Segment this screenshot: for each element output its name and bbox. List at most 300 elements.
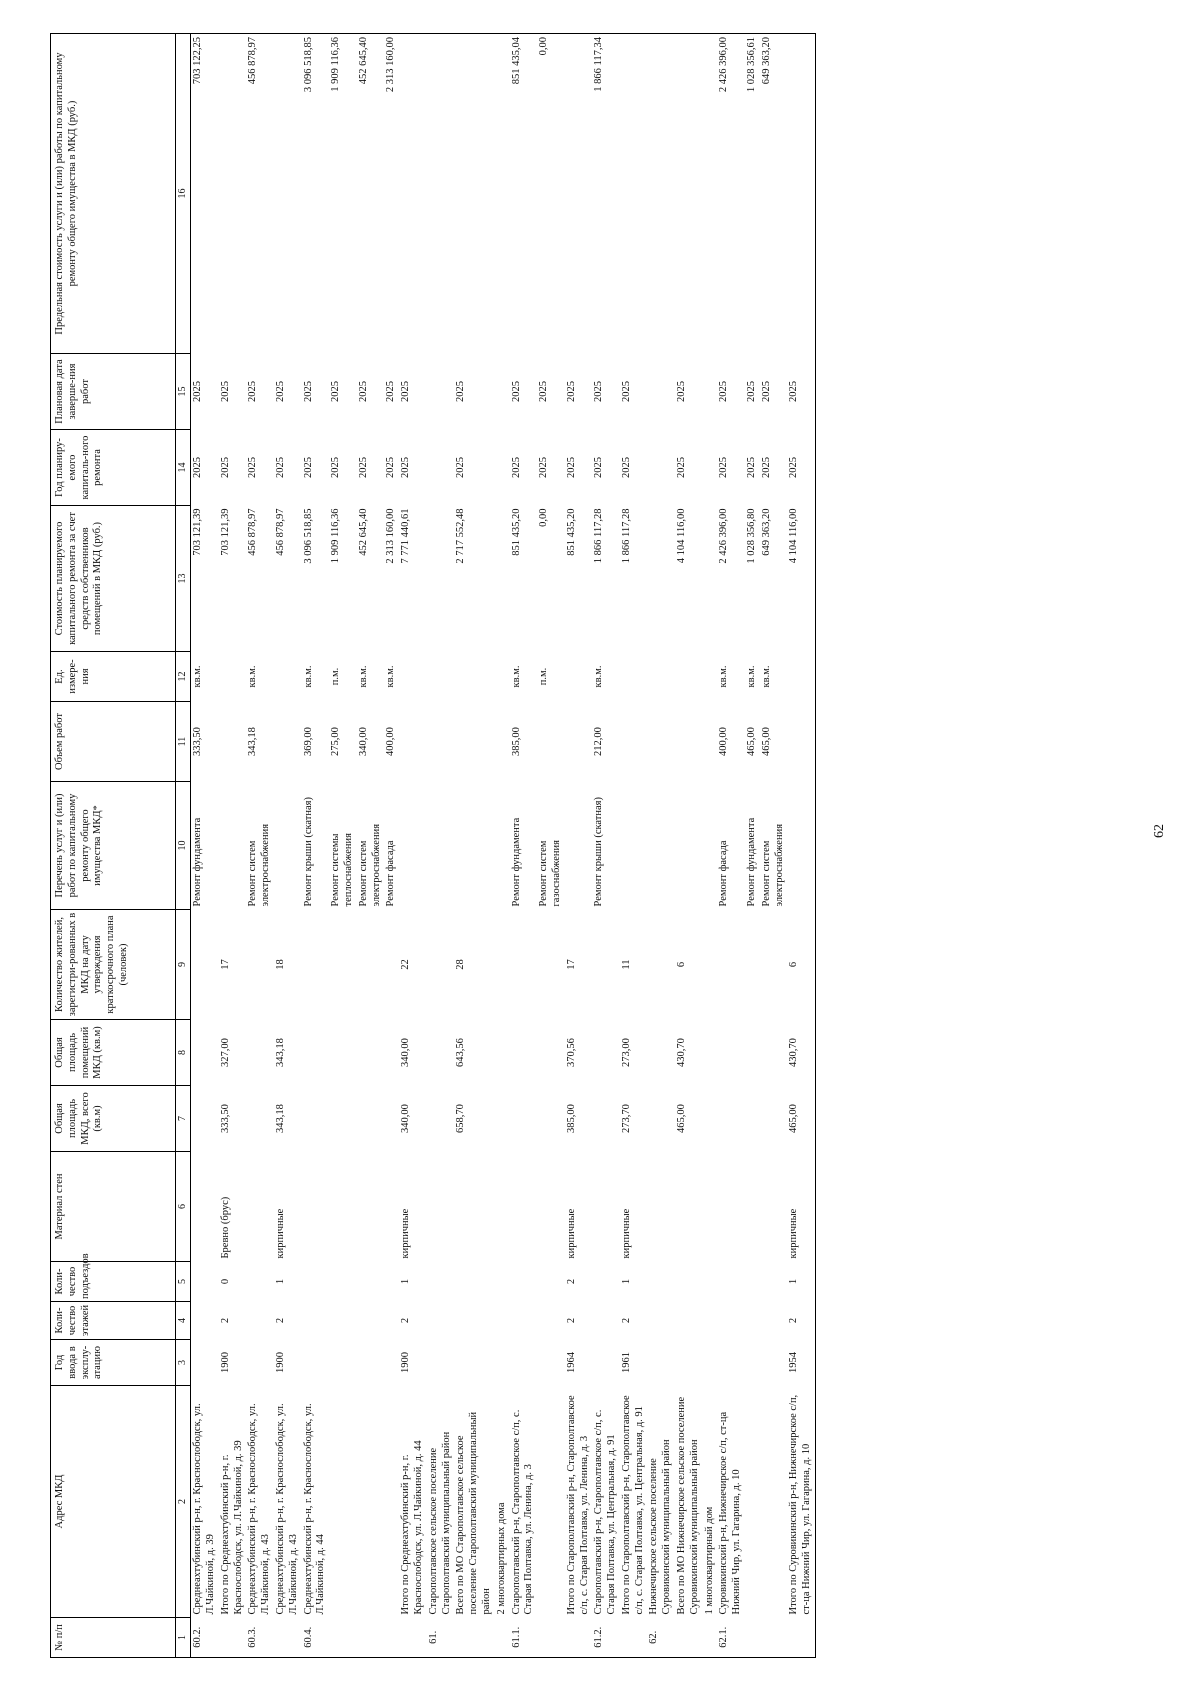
table-row (246, 34, 274, 1658)
table-cell: Старополтавский р-н, Старополтавское с/п, с. Старая Полтавка, ул. Ленина, д. 3 (510, 1409, 535, 1615)
table-cell (592, 1302, 620, 1340)
table-cell: 1900 (274, 1352, 286, 1373)
table-cell: 2025 (746, 381, 758, 402)
table-cell (191, 1086, 219, 1152)
table-cell (329, 1152, 357, 1262)
table-cell (703, 1262, 718, 1302)
table-cell (274, 652, 302, 702)
table-cell (357, 1618, 385, 1658)
table-cell (703, 652, 718, 702)
table-cell: кирпичные (787, 1152, 815, 1262)
table-cell: 6 (676, 961, 688, 968)
column-header-2: Адрес МКД (51, 1386, 176, 1618)
column-number-3: 3 (176, 1340, 191, 1386)
table-cell (495, 910, 510, 1020)
table-cell: Ремонт систем электроснабжения (357, 823, 382, 907)
column-number-13: 13 (176, 506, 191, 652)
table-cell (495, 702, 510, 782)
table-cell (399, 34, 427, 354)
table-cell (537, 910, 565, 1020)
table-cell: Нижнечирское сельское поселение Суровикинский муниципальный район (648, 1439, 673, 1615)
table-cell (384, 910, 399, 1020)
table-cell (675, 1618, 703, 1658)
table-cell (647, 782, 675, 910)
table-row (427, 34, 455, 1658)
table-cell (495, 506, 510, 652)
table-cell (717, 1020, 745, 1086)
table-cell: 2025 (302, 457, 314, 478)
table-cell (384, 1262, 399, 1302)
table-cell (620, 702, 648, 782)
table-cell (427, 1262, 455, 1302)
table-cell (495, 1262, 510, 1302)
table-row (592, 34, 620, 1658)
table-cell: кв.м. (510, 665, 522, 688)
table-cell (647, 1262, 675, 1302)
table-row (745, 34, 760, 1658)
table-cell (219, 34, 247, 354)
table-cell: Ремонт систем электроснабжения (247, 823, 272, 907)
table-cell (302, 910, 330, 1020)
table-cell (537, 1618, 565, 1658)
table-cell: 60.2. (191, 1618, 219, 1658)
column-header-14: Год планиру-емого капиталь-ного ремонта (51, 430, 176, 506)
table-cell: Ремонт системы теплоснабжения (330, 833, 354, 907)
column-number-11: 11 (176, 702, 191, 782)
table-cell (510, 1086, 538, 1152)
table-cell: 343,18 (247, 727, 259, 756)
table-body (191, 34, 816, 1658)
table-row (399, 34, 427, 1658)
table-cell (427, 354, 455, 430)
table-cell (357, 1086, 385, 1152)
table-cell: 369,00 (302, 727, 314, 756)
table-cell: Всего по МО Нижнечирское сельское поселение Суровикинский муниципальный район (676, 1396, 700, 1615)
table-cell (399, 652, 427, 702)
table-cell: 60.4. (302, 1618, 330, 1658)
table-cell (647, 1302, 675, 1340)
table-cell (703, 910, 718, 1020)
table-cell (427, 430, 455, 506)
table-cell: 2 (219, 1317, 231, 1324)
table-cell (675, 782, 703, 910)
table-cell: 1 (620, 1278, 632, 1285)
table-row (675, 34, 703, 1658)
table-cell (675, 702, 703, 782)
table-cell: 2025 (538, 457, 550, 478)
table-cell: 456 878,97 (247, 508, 259, 556)
table-cell (357, 1302, 385, 1340)
table-cell (510, 910, 538, 1020)
table-cell (329, 1386, 357, 1618)
table-cell (384, 1302, 399, 1340)
table-row (537, 34, 565, 1658)
table-cell: 2025 (787, 430, 815, 506)
table-cell (191, 1262, 219, 1302)
table-cell: кв.м. (593, 665, 605, 688)
table-cell: 456 878,97 (246, 34, 274, 354)
table-cell: 2025 (565, 381, 577, 402)
table-cell (703, 430, 718, 506)
column-header-8: Общая площадь помещений МКД (кв.м) (51, 1020, 176, 1086)
table-cell (246, 1262, 274, 1302)
table-cell: 2 (565, 1317, 577, 1324)
table-cell: 465,00 (746, 727, 758, 756)
column-number-1: 1 (176, 1618, 191, 1658)
table-cell (246, 1086, 274, 1152)
table-cell (427, 782, 455, 910)
table-row (495, 34, 510, 1658)
table-cell: 2 (274, 1317, 286, 1324)
table-cell: кв.м. (247, 665, 259, 688)
table-cell: 658,70 (455, 1104, 467, 1133)
table-cell: 2025 (538, 381, 550, 402)
table-cell: 327,00 (219, 1038, 231, 1067)
table-cell: 61.1. (510, 1618, 538, 1658)
table-cell: 2025 (357, 381, 369, 402)
table-cell (246, 1340, 274, 1386)
column-header-4: Коли-чество этажей (51, 1302, 176, 1340)
table-cell (620, 34, 648, 354)
table-cell (191, 1340, 219, 1386)
table-cell: 2 (565, 1278, 577, 1285)
table-cell (592, 1086, 620, 1152)
table-cell (717, 1086, 745, 1152)
table-cell (647, 34, 675, 354)
table-cell: 2025 (510, 457, 522, 478)
table-cell (717, 1302, 745, 1340)
table-cell: 3 096 518,85 (302, 508, 314, 564)
table-cell (592, 1152, 620, 1262)
table-cell: 2 426 396,00 (718, 508, 730, 564)
table-cell: Среднеахтубинский р-н, г. Краснослободск, ул. Л.Чайкиной, д. 44 (302, 1403, 327, 1615)
table-cell: Среднеахтубинский р-н, г. Краснослободск, ул. Л.Чайкиной, д. 39 (192, 1403, 216, 1615)
table-cell: 2025 (760, 381, 772, 402)
table-cell: 273,00 (620, 1038, 632, 1067)
table-cell (427, 1152, 455, 1262)
table-cell (329, 1020, 357, 1086)
table-cell: 2025 (565, 457, 577, 478)
table-cell: 2025 (400, 457, 412, 478)
table-cell (427, 1086, 455, 1152)
column-number-5: 5 (176, 1262, 191, 1302)
table-row (219, 34, 247, 1658)
table-cell (787, 34, 815, 354)
table-cell (495, 1618, 510, 1658)
table-cell (745, 910, 760, 1020)
table-cell (565, 34, 593, 354)
table-cell (302, 1302, 330, 1340)
table-cell (717, 1262, 745, 1302)
table-cell: п.м. (538, 667, 550, 686)
table-cell: кв.м. (357, 665, 369, 688)
column-number-12: 12 (176, 652, 191, 702)
table-cell (191, 1020, 219, 1086)
table-row (620, 34, 648, 1658)
column-number-6: 6 (176, 1152, 191, 1262)
table-cell: 2025 (620, 457, 632, 478)
table-cell: кв.м. (192, 665, 204, 688)
table-cell: 340,00 (400, 1104, 412, 1133)
table-cell: Ремонт крыши (скатная) (302, 796, 314, 907)
table-cell: 703 122,25 (191, 34, 219, 354)
table-row (510, 34, 538, 1658)
table-cell (219, 652, 247, 702)
table-cell (647, 1152, 675, 1262)
table-cell (647, 1020, 675, 1086)
table-cell: кв.м. (385, 665, 397, 688)
table-cell (717, 910, 745, 1020)
table-cell: кв.м. (760, 665, 772, 688)
table-cell (510, 1262, 538, 1302)
table-cell (745, 1152, 760, 1262)
header-row (51, 34, 176, 1658)
table-cell: кирпичные (400, 1208, 412, 1259)
table-cell (495, 34, 510, 354)
table-cell: 2025 (385, 381, 397, 402)
table-cell (537, 1302, 565, 1340)
column-header-1: № п/п (51, 1618, 176, 1658)
column-header-15: Плановая дата заверше-ния работ (51, 354, 176, 430)
table-cell (537, 1340, 565, 1386)
table-cell: 1 (400, 1278, 412, 1285)
table-cell: 333,50 (219, 1104, 231, 1133)
table-cell (787, 652, 815, 702)
table-cell (274, 34, 302, 354)
table-cell: 2025 (676, 457, 688, 478)
table-cell: п.м. (330, 667, 342, 686)
table-row (357, 34, 385, 1658)
table-cell: Итого по Старополтавский р-н, Старополтавское с/п, с. Старая Полтавка, ул. Ленина, д. 3 (565, 1395, 590, 1615)
table-cell (427, 1302, 455, 1340)
table-cell (399, 702, 427, 782)
table-cell (329, 1302, 357, 1340)
table-cell (427, 1340, 455, 1386)
table-cell (454, 782, 494, 910)
table-cell: 2 (400, 1317, 412, 1324)
table-cell: 703 121,39 (192, 508, 204, 556)
table-cell (620, 652, 648, 702)
table-cell: 0,00 (538, 508, 550, 527)
table-cell (703, 702, 718, 782)
table-cell (191, 910, 219, 1020)
table-cell (565, 702, 593, 782)
table-cell (384, 1340, 399, 1386)
column-header-16: Предельная стоимость услуги и (или) работы по капитальному ремонту общего имущества в МКД (руб.) (51, 34, 176, 354)
table-cell (454, 702, 494, 782)
table-cell (246, 1020, 274, 1086)
table-cell (427, 702, 455, 782)
column-header-9: Количество жителей, зарегистри-рованных в МКД на дату утверждения краткосрочного плана (человек) (51, 910, 176, 1020)
table-cell: 1 (787, 1262, 815, 1302)
table-cell: 275,00 (330, 727, 342, 756)
table-cell: 430,70 (787, 1020, 815, 1086)
column-number-7: 7 (176, 1086, 191, 1152)
table-cell (510, 1302, 538, 1340)
table-cell (274, 782, 302, 910)
table-cell: 2025 (455, 457, 467, 478)
table-cell (647, 430, 675, 506)
table-cell (760, 1262, 788, 1302)
table-cell: 2025 (746, 457, 758, 478)
table-cell (675, 652, 703, 702)
table-cell (357, 1152, 385, 1262)
table-cell (760, 1618, 788, 1658)
table-cell: 1 028 356,61 (745, 34, 760, 354)
table-cell: 430,70 (676, 1038, 688, 1067)
table-cell (454, 1152, 494, 1262)
table-row (703, 34, 718, 1658)
table-cell (537, 1386, 565, 1618)
table-cell: 2025 (219, 457, 231, 478)
table-cell (717, 1152, 745, 1262)
table-cell: 6 (787, 910, 815, 1020)
page-number: 62 (1152, 824, 1167, 838)
table-cell (454, 1340, 494, 1386)
table-cell (760, 1386, 788, 1618)
table-cell (675, 1152, 703, 1262)
column-header-10: Перечень услуг и (или) работ по капитальному ремонту общего имущества МКД* (51, 782, 176, 910)
table-cell (454, 652, 494, 702)
table-cell (745, 1386, 760, 1618)
table-cell (537, 1152, 565, 1262)
table-cell (647, 506, 675, 652)
table-cell: 340,00 (400, 1038, 412, 1067)
rotated-page (50, 34, 1167, 1658)
table-cell: 1964 (565, 1352, 577, 1373)
table-cell (191, 1302, 219, 1340)
table-cell: 343,18 (274, 1104, 286, 1133)
table-cell (760, 1086, 788, 1152)
table-cell: 465,00 (676, 1104, 688, 1133)
table-cell (384, 1086, 399, 1152)
table-cell: Среднеахтубинский р-н, г. Краснослободск, ул. Л.Чайкиной, д. 43 (274, 1403, 299, 1615)
table-cell: 62. (647, 1618, 675, 1658)
column-number-8: 8 (176, 1020, 191, 1086)
table-cell (454, 34, 494, 354)
table-cell (302, 1020, 330, 1086)
column-number-row (176, 34, 191, 1658)
table-cell (703, 354, 718, 430)
table-cell: 11 (620, 959, 632, 970)
table-cell (510, 1020, 538, 1086)
column-number-2: 2 (176, 1386, 191, 1618)
table-cell (787, 702, 815, 782)
table-cell: Ремонт систем газоснабжения (538, 840, 562, 907)
table-cell: 2 313 160,00 (385, 508, 397, 564)
table-cell: 212,00 (593, 727, 605, 756)
table-cell (647, 652, 675, 702)
table-cell (647, 1340, 675, 1386)
table-cell: 2 313 160,00 (384, 34, 399, 354)
table-cell (565, 652, 593, 702)
table-cell: кирпичные (274, 1208, 286, 1259)
repair-plan-table (50, 33, 816, 1658)
table-cell (454, 1262, 494, 1302)
table-cell (427, 652, 455, 702)
table-cell: 61.2. (592, 1618, 620, 1658)
table-cell (760, 1020, 788, 1086)
table-cell: 2025 (593, 381, 605, 402)
table-cell (495, 652, 510, 702)
table-cell (647, 702, 675, 782)
table-cell: Ремонт фундамента (746, 817, 758, 907)
table-cell (427, 1020, 455, 1086)
table-cell (675, 34, 703, 354)
table-cell: 1 (274, 1278, 286, 1285)
table-cell (745, 1086, 760, 1152)
table-cell (760, 1152, 788, 1262)
table-cell: 1954 (787, 1340, 815, 1386)
table-cell (302, 1152, 330, 1262)
table-cell: 28 (455, 959, 467, 970)
table-cell (703, 782, 718, 910)
table-cell (357, 1020, 385, 1086)
table-cell: 2025 (330, 381, 342, 402)
table-cell: 452 645,40 (357, 34, 385, 354)
table-cell (495, 354, 510, 430)
table-cell (246, 1302, 274, 1340)
table-cell (675, 1262, 703, 1302)
table-cell: 4 104 116,00 (676, 508, 688, 564)
table-cell: 4 104 116,00 (787, 506, 815, 652)
table-row (717, 34, 745, 1658)
table-cell (510, 1152, 538, 1262)
table-row (760, 34, 788, 1658)
table-cell: кирпичные (565, 1208, 577, 1259)
table-cell: 1 909 116,36 (330, 508, 342, 564)
table-cell (495, 1086, 510, 1152)
table-cell: 1 909 116,36 (329, 34, 357, 354)
table-cell: 1 866 117,28 (620, 508, 632, 564)
table-cell (384, 1618, 399, 1658)
table-cell: 2025 (718, 457, 730, 478)
table-cell: 649 363,20 (760, 508, 772, 556)
table-cell (357, 910, 385, 1020)
table-cell: 333,50 (192, 727, 204, 756)
table-cell (703, 1020, 718, 1086)
column-number-10: 10 (176, 782, 191, 910)
table-cell: 60.3. (246, 1618, 274, 1658)
table-cell: 2 426 396,00 (717, 34, 745, 354)
table-cell: 2025 (302, 381, 314, 402)
table-cell: 1 866 117,28 (593, 508, 605, 564)
table-cell: 851 435,04 (510, 34, 538, 354)
table-cell (399, 1618, 427, 1658)
table-cell (703, 1086, 718, 1152)
table-cell: 17 (565, 959, 577, 970)
table-cell: Ремонт систем электроснабжения (760, 823, 785, 907)
column-header-3: Год ввода в эксплу-атацию (51, 1340, 176, 1386)
table-cell (329, 1262, 357, 1302)
table-cell: 649 363,20 (760, 34, 788, 354)
table-row (565, 34, 593, 1658)
table-cell (745, 1302, 760, 1340)
table-cell: 452 645,40 (357, 508, 369, 556)
table-cell: 2025 (593, 457, 605, 478)
table-cell: кв.м. (302, 665, 314, 688)
table-cell: 2025 (247, 457, 259, 478)
table-cell (703, 1152, 718, 1262)
table-cell (592, 1020, 620, 1086)
table-cell (246, 910, 274, 1020)
table-cell: 3 096 518,85 (302, 34, 330, 354)
table-cell (592, 910, 620, 1020)
table-cell (787, 782, 815, 910)
table-cell: кв.м. (718, 665, 730, 688)
table-cell (329, 910, 357, 1020)
table-cell: 2 многоквартирных дома (495, 1502, 507, 1615)
